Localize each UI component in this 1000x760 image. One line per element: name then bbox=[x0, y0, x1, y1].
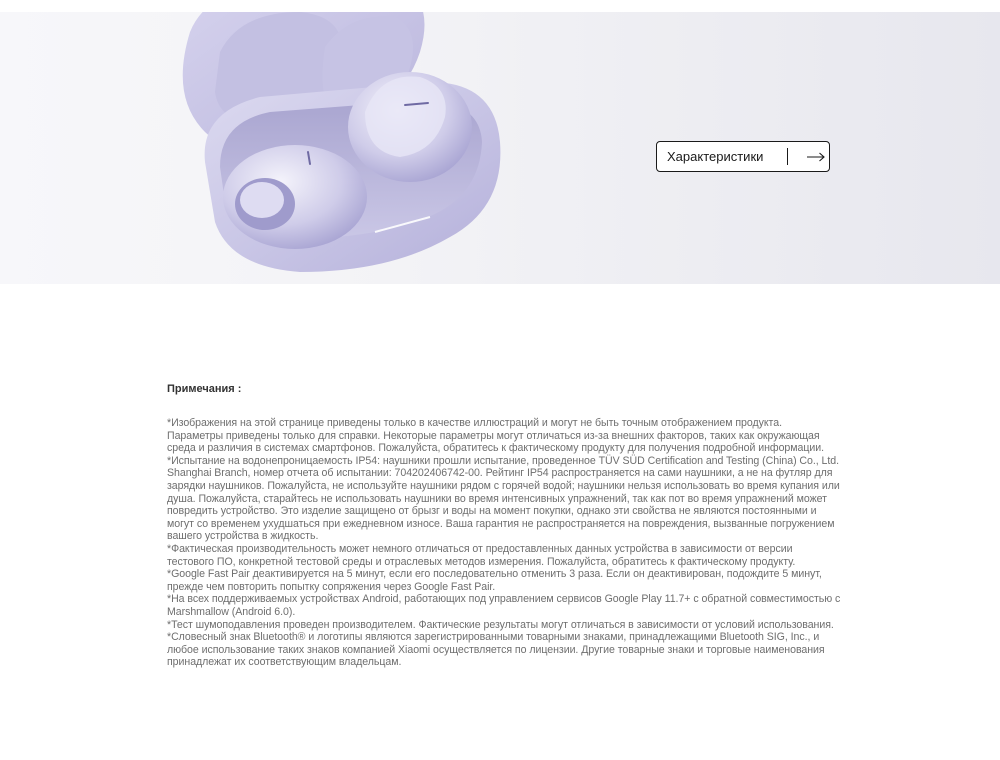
note-line: зарядки наушников. Пожалуйста, не используйте наушники рядом с горячей водой; наушники нельзя использовать во время купания или bbox=[167, 479, 840, 492]
note-line: повредить устройство. Это изделие защищено от брызг и воды на момент покупки, однако эти свойства не являются постоянными и bbox=[167, 505, 817, 518]
top-white-strip bbox=[0, 0, 1000, 12]
note-line: принадлежат их соответствующим владельцам. bbox=[167, 656, 402, 669]
note-line: душа. Пожалуйста, старайтесь не использовать наушники во время интенсивных упражнений, так как пот во время упражнений может bbox=[167, 492, 827, 505]
button-divider bbox=[787, 148, 788, 165]
note-line: прежде чем повторить попытку сопряжения через Google Fast Pair. bbox=[167, 580, 496, 593]
specifications-button-label: Характеристики bbox=[667, 149, 764, 164]
note-line: любое использование таких знаков компанией Xiaomi осуществляется по лицензии. Другие товарные знаки и торговые наименования bbox=[167, 643, 825, 656]
note-line: *Google Fast Pair деактивируется на 5 минут, если его последовательно отменить 3 раза. Если он деактивирован, подождите 5 минут, bbox=[167, 568, 822, 581]
note-line: Shanghai Branch, номер отчета об испытании: 704202406742-00. Рейтинг IP54 распространяется на сами наушники, а не на футляр для bbox=[167, 467, 833, 480]
notes-section bbox=[167, 381, 841, 669]
note-line: *На всех поддерживаемых устройствах Android, работающих под управлением сервисов Google Play 11.7+ с обратной совместимостью с bbox=[167, 593, 841, 606]
earbuds-case-image bbox=[150, 12, 520, 284]
note-line: Marshmallow (Android 6.0). bbox=[167, 605, 296, 618]
note-line: тестового ПО, конкретной тестовой среды и отраслевых методов измерения. Пожалуйста, обратитесь к фактическому продукту. bbox=[167, 555, 796, 568]
note-line: вашего устройства в жидкость. bbox=[167, 530, 319, 543]
notes-body bbox=[167, 417, 841, 669]
note-line: *Тест шумоподавления проведен производителем. Фактические результаты могут отличаться в зависимости от условий использования. bbox=[167, 618, 834, 631]
note-line: *Фактическая производительность может немного отличаться от предоставленных данных устройства в зависимости от версии bbox=[167, 542, 793, 555]
note-line: *Изображения на этой странице приведены только в качестве иллюстраций и могут не быть точным отображением продукта. bbox=[167, 417, 782, 429]
note-line: среда и различия в системах смартфонов. Пожалуйста, обратитесь к фактическому продукту для получения подробной информации. bbox=[167, 442, 824, 455]
note-line: могут со временем ухудшаться при ежедневном износе. Ваша гарантия не распространяется на повреждения, вызванные погружением bbox=[167, 517, 835, 530]
notes-title: Примечания : bbox=[167, 383, 242, 395]
note-line: *Словесный знак Bluetooth® и логотипы являются зарегистрированными товарными знаками, принадлежащими Bluetooth SIG, Inc., и bbox=[167, 631, 820, 644]
note-line: *Испытание на водонепроницаемость IP54: наушники прошли испытание, проведенное TÜV SÜD Certification and Testing (China) Co., Ltd. bbox=[167, 454, 840, 467]
note-line: Параметры приведены только для справки. Некоторые параметры могут отличаться из-за внешних факторов, таких как окружающая bbox=[167, 429, 820, 442]
hero-banner bbox=[0, 12, 1000, 284]
arrow-right-icon bbox=[806, 152, 826, 162]
specifications-button[interactable] bbox=[656, 141, 830, 172]
